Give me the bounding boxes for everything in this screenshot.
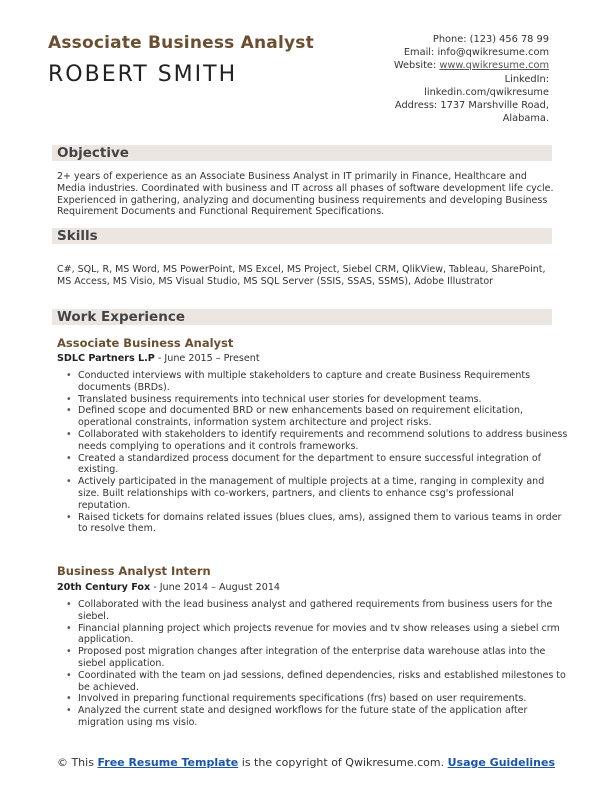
list-item: • Financial planning project which projects revenue for movies and tv show releases using a siebel crm application. <box>78 623 568 647</box>
website-label: Website: <box>393 60 440 72</box>
list-item: • Involved in preparing functional requirements specifications (frs) based on user requirements. <box>78 693 568 705</box>
list-item: • Collaborated with the lead business analyst and gathered requirements from business users for the siebel. <box>78 599 568 623</box>
work-experience-heading: Work Experience <box>52 309 552 325</box>
objective-heading: Objective <box>52 145 552 161</box>
contact-phone: Phone: (123) 456 78 99 <box>432 34 549 45</box>
company-name: SDLC Partners L.P <box>57 353 155 364</box>
free-resume-template-link[interactable]: Free Resume Template <box>97 756 239 769</box>
contact-address-line2: Alabama. <box>502 113 549 125</box>
footer-prefix: © This <box>56 756 98 769</box>
company-name: 20th Century Fox <box>57 582 151 593</box>
job-dates: - June 2015 – Present <box>154 353 260 364</box>
list-item: • Coordinated with the team on jad sessions, defined dependencies, risks and established milestones to be achieved. <box>78 670 568 694</box>
header-job-title: Associate Business Analyst <box>48 33 314 53</box>
list-item: • Analyzed the current state and designed workflows for the future state of the application after migration using ms visio. <box>78 705 568 729</box>
list-item: • Conducted interviews with multiple stakeholders to capture and create Business Requirements documents (BRDs). <box>78 370 568 394</box>
job-bullet-list <box>66 370 568 535</box>
contact-website <box>309 59 549 72</box>
contact-block <box>309 33 549 125</box>
candidate-name: ROBERT SMITH <box>48 62 238 87</box>
job-company-line <box>57 353 260 364</box>
list-item: • Defined scope and documented BRD or new enhancements based on requirement elicitation, operational constraints, information system architecture and project risks. <box>78 405 568 429</box>
list-item: • Raised tickets for domains related issues (blues clues, ams), assigned them to various teams in order to resolve them. <box>78 512 568 536</box>
contact-linkedin-value: linkedin.com/qwikresume <box>424 86 549 98</box>
objective-text: 2+ years of experience as an Associate Business Analyst in IT primarily in Finance, Healthcare and Media industries. Coordinated with business and IT across all phases of software development life cycle. Experienced in gathering, analyzing and documenting business requirements and developing Business Requirement Documents and Functional Requirement Specifications. <box>57 171 554 218</box>
job-title: Business Analyst Intern <box>57 564 211 578</box>
usage-guidelines-link[interactable]: Usage Guidelines <box>447 756 556 769</box>
website-link[interactable]: www.qwikresume.com <box>439 60 549 72</box>
job-company-line <box>57 582 280 593</box>
skills-heading: Skills <box>52 228 552 244</box>
list-item: • Actively participated in the management of multiple projects at a time, ranging in complexity and size. Built relationships with co-workers, partners, and clients to enhance csg's professional reputation. <box>78 476 568 511</box>
contact-address-line1: Address: 1737 Marshville Road, <box>394 100 549 112</box>
list-item: • Translated business requirements into technical user stories for development teams. <box>78 394 568 406</box>
copyright-footer <box>0 756 612 770</box>
footer-middle: is the copyright of Qwikresume.com. <box>238 756 448 769</box>
job-title: Associate Business Analyst <box>57 336 234 350</box>
list-item: • Collaborated with stakeholders to identify requirements and recommend solutions to address business needs complying to operations and it controls frameworks. <box>78 429 568 453</box>
list-item: • Proposed post migration changes after integration of the enterprise data warehouse atlas into the siebel application. <box>78 646 568 670</box>
job-bullet-list <box>66 599 568 729</box>
list-item: • Created a standardized process document for the department to ensure successful integration of existing. <box>78 453 568 477</box>
contact-linkedin-label: LinkedIn: <box>504 73 549 85</box>
job-dates: - June 2014 – August 2014 <box>150 582 281 593</box>
skills-text: C#, SQL, R, MS Word, MS PowerPoint, MS Excel, MS Project, Siebel CRM, QlikView, Tableau, SharePoint, MS Access, MS Visio, MS Visual Studio, MS SQL Server (SSIS, SSAS, SSMS), Adobe Illustrator <box>57 264 546 287</box>
contact-email: Email: info@qwikresume.com <box>403 47 549 59</box>
